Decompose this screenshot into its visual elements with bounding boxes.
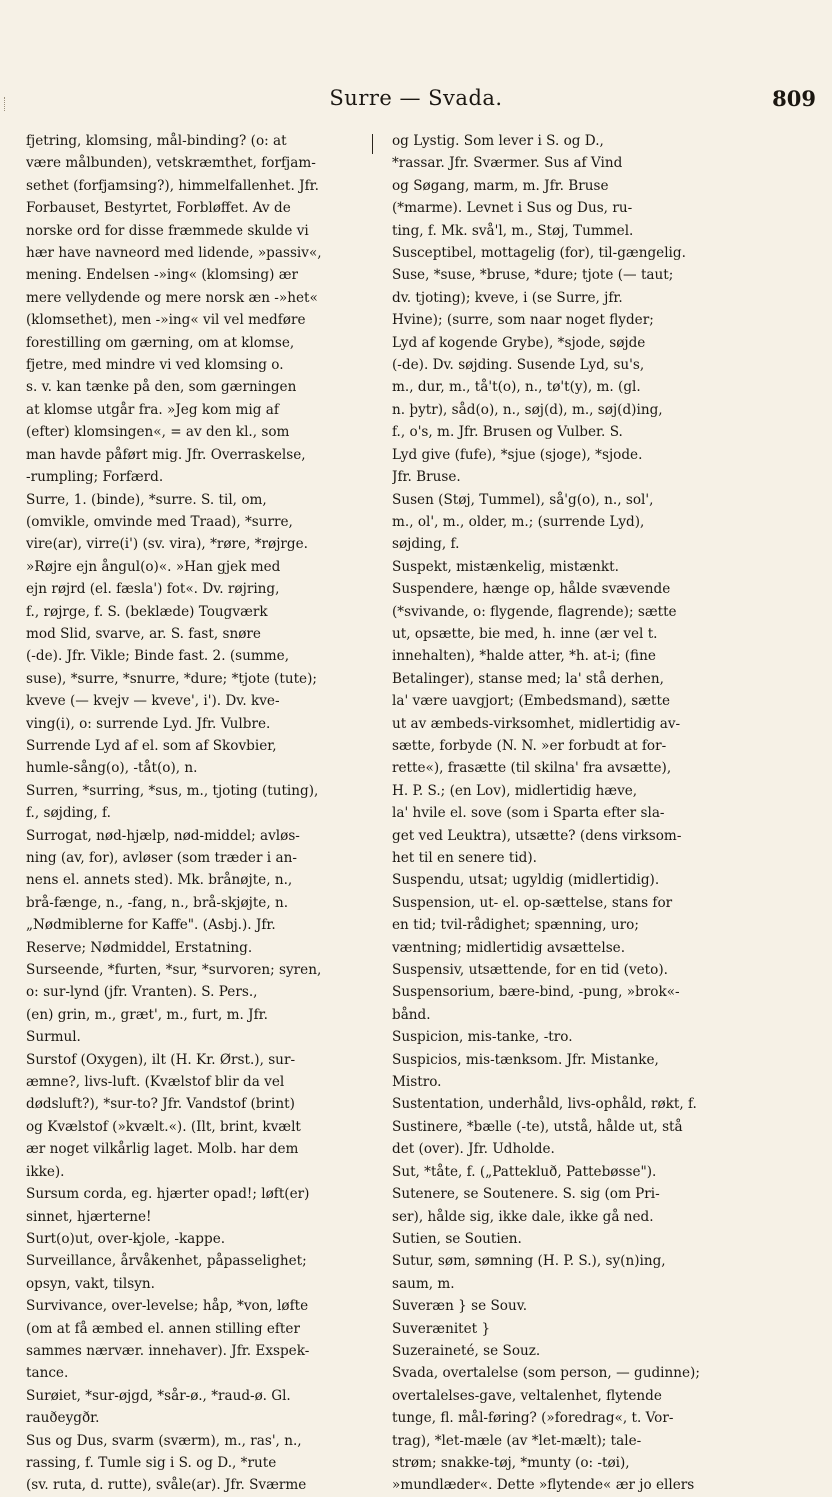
text-line: het til en senere tid). xyxy=(392,850,538,866)
text-line: (omvikle, omvinde med Traad), *surre, xyxy=(26,513,293,530)
text-line: tance. xyxy=(26,1365,69,1382)
text-line: Svada, overtalelse (som person, — gudinne); xyxy=(392,1365,700,1382)
text-line: at klomse utgår fra. »Jeg kom mig af xyxy=(26,401,279,418)
text-line: Sustentation, underhåld, livs-ophåld, røkt, f. xyxy=(392,1096,697,1113)
text-line: vire(ar), virre(i') (sv. vira), *røre, *røjrge. xyxy=(26,536,308,553)
text-line: m., ol', m., older, m.; (surrende Lyd), xyxy=(392,513,645,530)
text-line: kveve (— kvejv — kveve', i'). Dv. kve- xyxy=(26,693,280,710)
text-line: Suverænitet } xyxy=(392,1320,491,1337)
text-line: f., søjding, f. xyxy=(26,805,111,822)
text-line: Forbauset, Bestyrtet, Forbløffet. Av de xyxy=(26,200,291,217)
text-line: Suveræn } se Souv. xyxy=(392,1298,528,1315)
text-line: Sut, *tåte, f. („Pattekluð, Pattebøsse"). xyxy=(392,1163,657,1180)
text-line: la' være uavgjort; (Embedsmand), sætte xyxy=(392,693,670,710)
text-line: Surseende, *furten, *sur, *survoren; syren, xyxy=(26,962,322,979)
text-line: Reserve; Nødmiddel, Erstatning. xyxy=(26,939,253,956)
text-line: Sutur, søm, sømning (H. P. S.), sy(n)ing, xyxy=(392,1253,666,1270)
text-line: tunge, fl. mål-føring? (»foredrag«, t. Vor- xyxy=(392,1410,674,1427)
text-line: Suse, *suse, *bruse, *dure; tjote (— taut; xyxy=(392,267,674,284)
text-line: m., dur, m., tå't(o), n., tø't(y), m. (gl. xyxy=(392,379,641,396)
text-line: rauðeygðr. xyxy=(26,1410,100,1427)
text-line: sethet (forfjamsing?), himmelfallenhet. Jfr. xyxy=(26,177,319,194)
text-line: »mundlæder«. Dette »flytende« ær jo ellers xyxy=(392,1477,695,1494)
text-line: Sutien, se Soutien. xyxy=(392,1230,522,1247)
text-line: Surren, *surring, *sus, m., tjoting (tuting), xyxy=(26,782,319,799)
text-line: Surøiet, *sur-øjgd, *sår-ø., *raud-ø. Gl. xyxy=(26,1387,291,1404)
text-line: (en) grin, m., græt', m., furt, m. Jfr. xyxy=(26,1006,268,1023)
text-line: humle-sång(o), -tåt(o), n. xyxy=(26,760,198,777)
text-line: la' hvile el. sove (som i Sparta efter sla- xyxy=(392,805,665,822)
text-line: rassing, f. Tumle sig i S. og D., *rute xyxy=(26,1454,277,1471)
text-line: fjetre, med mindre vi ved klomsing o. xyxy=(26,357,284,374)
text-line: Suzeraineté, se Souz. xyxy=(392,1342,541,1359)
text-line: og Søgang, marm, m. Jfr. Bruse xyxy=(392,177,609,194)
text-line: Susceptibel, mottagelig (for), til-gængelig. xyxy=(392,245,686,262)
text-line: -rumpling; Forfærd. xyxy=(26,469,164,486)
text-line: Surmul. xyxy=(26,1029,81,1046)
text-line: ning (av, for), avløser (som træder i an- xyxy=(26,850,297,866)
text-line: væntning; midlertidig avsættelse. xyxy=(392,939,626,956)
text-line: overtalelses-gave, veltalenhet, flytende xyxy=(392,1387,662,1404)
text-line: Lyd af kogende Grybe), *sjode, søjde xyxy=(392,334,646,351)
text-line: »Røjre ejn ångul(o)«. »Han gjek med xyxy=(26,558,281,575)
text-line: suse), *surre, *snurre, *dure; *tjote (tute); xyxy=(26,670,317,687)
text-line: trag), *let-mæle (av *let-mælt); tale- xyxy=(392,1432,642,1449)
text-line: søjding, f. xyxy=(392,536,460,553)
text-line: Sutenere, se Soutenere. S. sig (om Pri- xyxy=(392,1186,660,1203)
text-line: mere vellydende og mere norsk æn -»het« xyxy=(26,289,318,306)
text-line: Survivance, over-levelse; håp, *von, løfte xyxy=(26,1298,309,1315)
text-line: s. v. kan tænke på den, som gærningen xyxy=(26,379,297,396)
text-line: Suspekt, mistænkelig, mistænkt. xyxy=(392,558,619,575)
text-line: og Kvælstof (»kvælt.«). (Ilt, brint, kvælt xyxy=(26,1118,301,1135)
text-line: *rassar. Jfr. Sværmer. Sus af Vind xyxy=(392,155,623,172)
text-line: ut av æmbeds-virksomhet, midlertidig av- xyxy=(392,715,681,732)
text-line: Surre, 1. (binde), *surre. S. til, om, xyxy=(26,491,267,508)
text-line: sinnet, hjærterne! xyxy=(26,1208,152,1225)
text-line: ær noget vilkårlig laget. Molb. har dem xyxy=(26,1141,299,1158)
page-header xyxy=(0,86,832,116)
text-line: (klomsethet), men -»ing« vil vel medføre xyxy=(26,312,306,329)
text-line: en tid; tvil-rådighet; spænning, uro; xyxy=(392,917,639,934)
text-line: ting, f. Mk. svå'l, m., Støj, Tummel. xyxy=(392,222,634,239)
text-line: Surrende Lyd af el. som af Skovbier, xyxy=(26,737,277,754)
running-title: Surre — Svada. xyxy=(329,86,503,110)
text-line: Sus og Dus, svarm (sværm), m., ras', n., xyxy=(26,1432,302,1449)
text-line: f., røjrge, f. S. (beklæde) Tougværk xyxy=(26,603,268,620)
text-line: o: sur-lynd (jfr. Vranten). S. Pers., xyxy=(26,984,258,1001)
text-line: mod Slid, svarve, ar. S. fast, snøre xyxy=(26,625,261,642)
text-line: Suspicion, mis-tanke, -tro. xyxy=(392,1029,573,1046)
text-line: saum, m. xyxy=(392,1275,455,1292)
text-line: og Lystig. Som lever i S. og D., xyxy=(392,133,604,149)
text-line: ikke). xyxy=(26,1163,65,1180)
text-line: Jfr. Bruse. xyxy=(392,469,461,486)
text-line: Lyd give (fufe), *sjue (sjoge), *sjode. xyxy=(392,446,643,463)
text-line: (*svivande, o: flygende, flagrende); sætte xyxy=(392,603,677,620)
text-line: dødsluft?), *sur-to? Jfr. Vandstof (brint) xyxy=(26,1096,295,1113)
text-line: opsyn, vakt, tilsyn. xyxy=(26,1275,155,1292)
text-line: Suspendere, hænge op, hålde svævende xyxy=(392,581,671,598)
text-line: (-de). Dv. søjding. Susende Lyd, su's, xyxy=(392,357,645,374)
text-line: (om at få æmbed el. annen stilling efter xyxy=(26,1320,300,1337)
text-line: fjetring, klomsing, mål-binding? (o: at xyxy=(26,133,287,149)
text-line: n. þytr), såd(o), n., søj(d), m., søj(d)ing, xyxy=(392,401,663,418)
text-line: Sursum corda, eg. hjærter opad!; løft(er) xyxy=(26,1186,310,1203)
text-line: det (over). Jfr. Udholde. xyxy=(392,1141,555,1158)
text-line: forestilling om gærning, om at klomse, xyxy=(26,334,295,351)
text-line: mening. Endelsen -»ing« (klomsing) ær xyxy=(26,267,299,284)
text-line: rette«), frasætte (til skilna' fra avsætte), xyxy=(392,760,672,777)
text-line: (*marme). Levnet i Sus og Dus, ru- xyxy=(392,200,633,217)
text-line: strøm; snakke-tøj, *munty (o: -tøi), xyxy=(392,1454,630,1471)
text-line: Suspendu, utsat; ugyldig (midlertidig). xyxy=(392,872,660,889)
text-line: brå-fænge, n., -fang, n., brå-skjøjte, n. xyxy=(26,894,289,911)
text-line: man havde påført mig. Jfr. Overraskelse, xyxy=(26,446,306,463)
text-line: Suspicios, mis-tænksom. Jfr. Mistanke, xyxy=(392,1051,659,1068)
text-line: Surstof (Oxygen), ilt (H. Kr. Ørst.), sur- xyxy=(26,1051,296,1068)
text-line: nens el. annets sted). Mk. brånøjte, n., xyxy=(26,872,293,889)
text-line: (sv. ruta, d. rutte), svåle(ar). Jfr. Sværme xyxy=(26,1477,307,1494)
text-line: være målbunden), vetskræmthet, forfjam- xyxy=(26,155,316,172)
text-line: ejn røjrd (el. fæsla') fot«. Dv. røjring, xyxy=(26,581,280,598)
text-line: æmne?, livs-luft. (Kvælstof blir da vel xyxy=(26,1074,285,1091)
left-column xyxy=(26,130,386,1497)
text-line: get ved Leuktra), utsætte? (dens virksom- xyxy=(392,827,682,844)
text-line: (efter) klomsingen«, = av den kl., som xyxy=(26,424,290,441)
text-line: Surt(o)ut, over-kjole, -kappe. xyxy=(26,1230,226,1247)
text-line: (-de). Jfr. Vikle; Binde fast. 2. (summe, xyxy=(26,648,290,665)
text-line: f., o's, m. Jfr. Brusen og Vulber. S. xyxy=(392,424,623,441)
text-line: Susen (Støj, Tummel), så'g(o), n., sol', xyxy=(392,491,654,508)
text-line: Suspension, ut- el. op-sættelse, stans for xyxy=(392,894,673,911)
text-line: Sustinere, *bælle (-te), utstå, hålde ut, stå xyxy=(392,1118,683,1135)
text-line: Mistro. xyxy=(392,1074,442,1091)
text-line: Suspensiv, utsættende, for en tid (veto). xyxy=(392,962,668,979)
text-line: Hvine); (surre, som naar noget flyder; xyxy=(392,312,654,329)
text-line: ving(i), o: surrende Lyd. Jfr. Vulbre. xyxy=(26,715,271,732)
text-line: sætte, forbyde (N. N. »er forbudt at for- xyxy=(392,737,667,754)
text-line: Suspensorium, bære-bind, -pung, »brok«- xyxy=(392,984,680,1001)
text-line: sammes nærvær. innehaver). Jfr. Exspek- xyxy=(26,1342,310,1359)
text-line: hær have navneord med lidende, »passiv«, xyxy=(26,245,322,262)
text-line: Surrogat, nød-hjælp, nød-middel; avløs- xyxy=(26,827,300,844)
text-line: H. P. S.; (en Lov), midlertidig hæve, xyxy=(392,782,638,799)
text-line: „Nødmiblerne for Kaffe". (Asbj.). Jfr. xyxy=(26,917,276,934)
text-line: Betalinger), stanse med; la' stå derhen, xyxy=(392,670,664,687)
text-line: bånd. xyxy=(392,1006,431,1023)
right-column xyxy=(392,130,764,1497)
text-line: dv. tjoting); kveve, i (se Surre, jfr. xyxy=(392,289,623,306)
text-line: norske ord for disse fræmmede skulde vi xyxy=(26,222,309,239)
text-line: Surveillance, årvåkenhet, påpasselighet; xyxy=(26,1253,307,1270)
text-line: ut, opsætte, bie med, h. inne (ær vel t. xyxy=(392,625,658,642)
page-number: 809 xyxy=(772,86,816,111)
text-line: ser), hålde sig, ikke dale, ikke gå ned. xyxy=(392,1208,654,1225)
text-line: innehalten), *halde atter, *h. at-i; (fine xyxy=(392,648,656,665)
